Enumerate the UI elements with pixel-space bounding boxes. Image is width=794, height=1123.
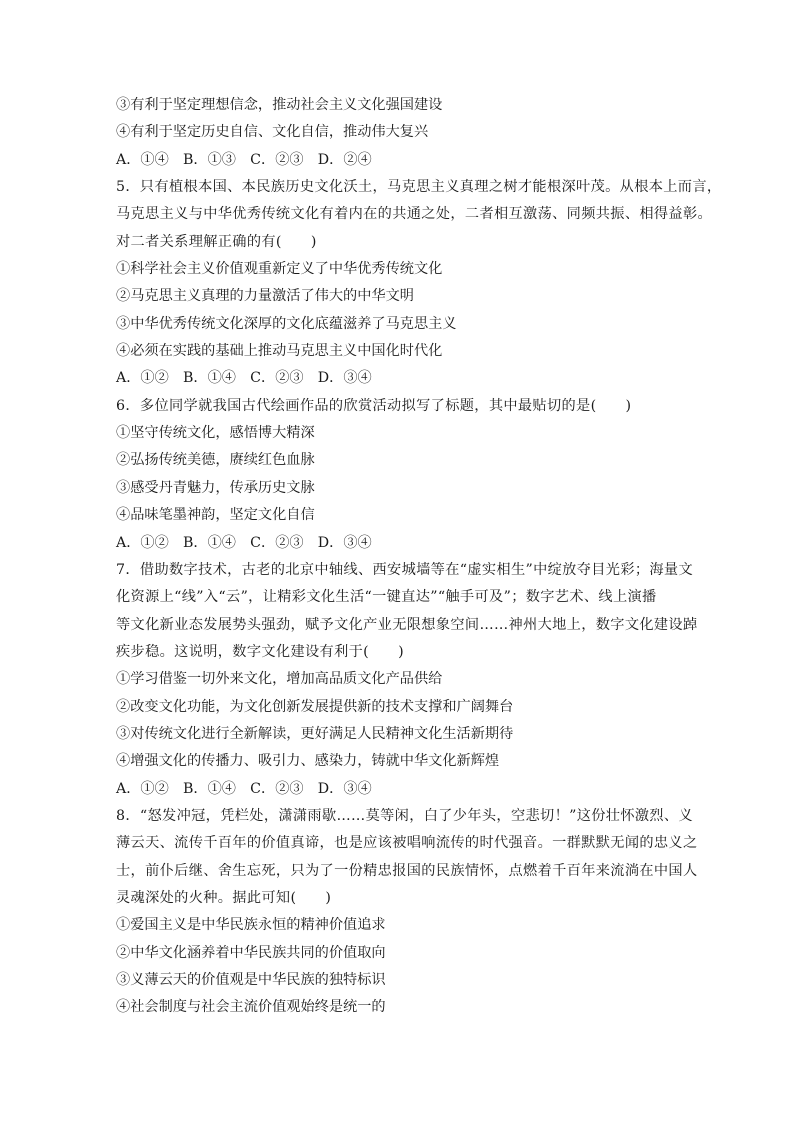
q7-stem-line-2: 化资源上“线”入“云”，让精彩文化生活“一键直达”“触手可及”；数字艺术、线上演播 [116, 589, 657, 606]
q6-option-1: ①坚守传统文化，感悟博大精深 [116, 425, 315, 442]
q8-option-3: ③义薄云天的价值观是中华民族的独特标识 [116, 972, 386, 988]
q4-option-4: ④有利于坚定历史自信、文化自信，推动伟大复兴 [116, 124, 429, 141]
q8-option-4: ④社会制度与社会主流价值观始终是统一的 [116, 999, 386, 1016]
q4-option-3: ③有利于坚定理想信念，推动社会主义文化强国建设 [116, 97, 443, 113]
q7-option-4: ④增强文化的传播力、吸引力、感染力，铸就中华文化新辉煌 [116, 753, 500, 770]
q5-stem-line-1: 5．只有植根本国、本民族历史文化沃土，马克思主义真理之树才能根深叶茂。从根本上而言， [116, 179, 722, 196]
q7-answer-choices: A．①② B．①④ C．②③ D．③④ [116, 780, 372, 797]
q6-answer-choices: A．①② B．①④ C．②③ D．③④ [116, 534, 372, 551]
q8-option-2: ②中华文化涵养着中华民族共同的价值取向 [116, 944, 386, 961]
q5-option-4: ④必须在实践的基础上推动马克思主义中国化时代化 [116, 343, 443, 360]
q8-stem-line-4: 灵魂深处的火种。据此可知( ) [116, 889, 332, 906]
q5-stem-line-3: 对二者关系理解正确的有( ) [116, 233, 317, 250]
q8-option-1: ①爱国主义是中华民族永恒的精神价值追求 [116, 917, 386, 934]
q5-stem-line-2: 马克思主义与中华优秀传统文化有着内在的共通之处，二者相互激荡、同频共振、相得益彰。 [116, 206, 713, 223]
q7-stem-line-4: 疾步稳。这说明，数字文化建设有利于( ) [116, 643, 404, 660]
q6-option-3: ③感受丹青魅力，传承历史文脉 [116, 479, 315, 496]
q4-answer-choices: A．①④ B．①③ C．②③ D．②④ [116, 151, 372, 168]
q6-option-4: ④品味笔墨神韵，坚定文化自信 [116, 507, 315, 524]
q5-option-1: ①科学社会主义价值观重新定义了中华优秀传统文化 [116, 261, 443, 278]
q6-option-2: ②弘扬传统美德，赓续红色血脉 [116, 452, 315, 469]
q8-stem-line-2: 薄云天、流传千百年的价值真谛，也是应该被唱响流传的时代强音。一群默默无闻的忠义之 [116, 835, 698, 852]
q5-option-2: ②马克思主义真理的力量激活了伟大的中华文明 [116, 288, 414, 305]
q6-stem-line-1: 6．多位同学就我国古代绘画作品的欣赏活动拟写了标题，其中最贴切的是( ) [116, 397, 632, 414]
q5-option-3: ③中华优秀传统文化深厚的文化底蕴滋养了马克思主义 [116, 315, 457, 332]
q7-stem-line-1: 7．借助数字技术，古老的北京中轴线、西安城墙等在“虚实相生”中绽放夺目光彩；海量文 [116, 561, 694, 578]
exam-page [116, 92, 722, 1022]
q7-option-3: ③对传统文化进行全新解读，更好满足人民精神文化生活新期待 [116, 725, 514, 742]
q7-option-2: ②改变文化功能，为文化创新发展提供新的技术支撑和广阔舞台 [116, 698, 514, 715]
q5-answer-choices: A．①② B．①④ C．②③ D．③④ [116, 370, 372, 387]
q8-stem-line-1: 8．“怒发冲冠，凭栏处，潇潇雨歇……莫等闲，白了少年头，空悲切！”这份壮怀激烈、义 [116, 807, 694, 824]
q8-stem-line-3: 士，前仆后继、舍生忘死，只为了一份精忠报国的民族情怀，点燃着千百年来流淌在中国人 [116, 862, 698, 879]
q7-stem-line-3: 等文化新业态发展势头强劲，赋予文化产业无限想象空间……神州大地上，数字文化建设踔 [116, 616, 698, 633]
q7-option-1: ①学习借鉴一切外来文化，增加高品质文化产品供给 [116, 671, 443, 688]
